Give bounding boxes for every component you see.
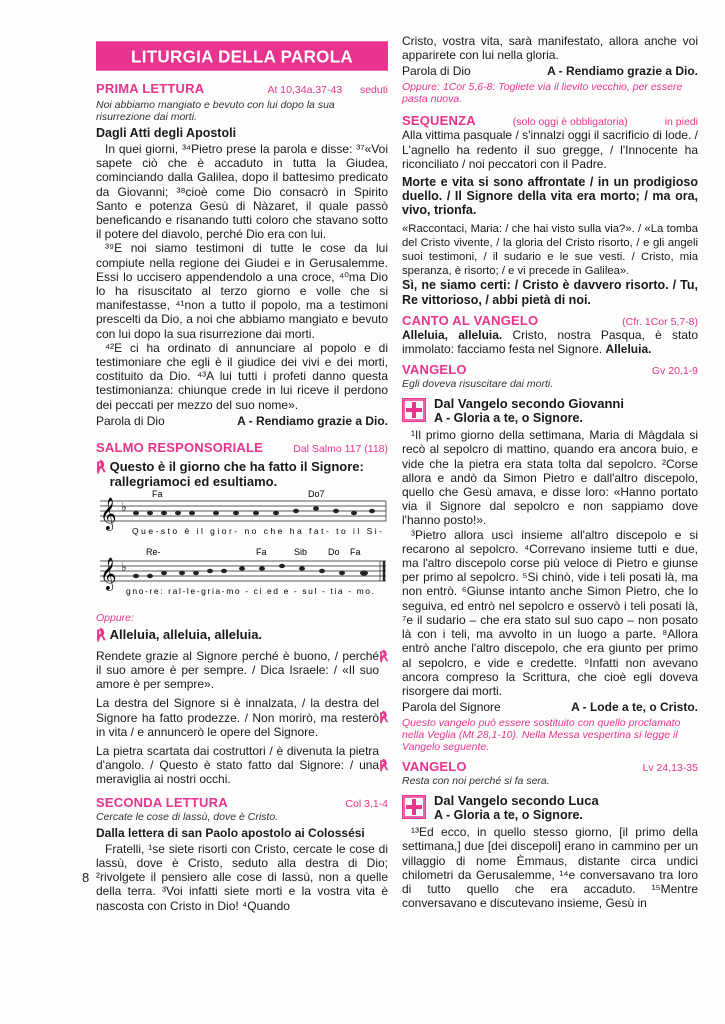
staff-1 bbox=[100, 489, 386, 536]
treble-clef-icon: 𝄞 bbox=[100, 556, 117, 590]
chord-label: Sib bbox=[294, 546, 308, 557]
chord-label: Fa bbox=[350, 546, 361, 557]
vangelo-header bbox=[402, 759, 698, 774]
gospel-intro bbox=[402, 793, 698, 822]
gospel-cross-icon bbox=[402, 795, 426, 819]
gospel-cross-icon bbox=[402, 398, 426, 422]
scripture-ref: (Cfr. 1Cor 5,7-8) bbox=[622, 315, 698, 328]
stanza-text: Rendete grazie al Signore perché è buono, / perché il suo amore è per sempre. / Dica Israele: / «Il suo amore è per sempre». bbox=[96, 648, 380, 692]
reading-subtitle: Resta con noi perché si fa sera. bbox=[402, 775, 550, 788]
response-line bbox=[402, 700, 698, 714]
section-title: PRIMA LETTURA bbox=[96, 81, 205, 96]
reading-paragraph: ³Pietro allora uscì insieme all'altro discepolo e si recarono al sepolcro. ⁴Correvano insieme tutti e due, ma l'altro discepolo corse più veloce di Pietro e giunse per primo al sepolcro. ⁵Si chinò, vide i teli posati là, ma non entrò. ⁶Giunse intanto anche Simon Pietro, che lo seguiva, ed entrò nel sepolcro e osservò i teli posati là, ⁷e il sudario – che era stato sul suo capo – non posato là con i teli, ma avvolto in un luogo a parte. ⁸Allora entrò anche l'altro discepolo, che era giunto per primo al sepolcro, e vide e credette. ⁹Infatti non avevano ancora compreso la Scrittura, che cioè egli doveva risorgere dai morti. bbox=[402, 527, 698, 698]
music-score bbox=[96, 489, 388, 609]
sequenza-text: Alla vittima pasquale / s'innalzi oggi il sacrificio di lode. / L'agnello ha redento il suo gregge, / l'Innocente ha riconciliato / noi peccatori con il Padre. bbox=[402, 128, 698, 171]
stanza-text: La pietra scartata dai costruttori / è divenuta la pietra d'angolo. / Questo è stato fatto dal Signore: / una meraviglia ai nostri occhi. bbox=[96, 744, 380, 787]
chord-label: Fa bbox=[256, 546, 267, 557]
treble-clef-icon: 𝄞 bbox=[100, 496, 117, 530]
response-symbol: ℟ bbox=[379, 710, 388, 726]
sequenza-note: (solo oggi è obbligatoria) bbox=[512, 116, 628, 129]
response-right: A - Rendiamo grazie a Dio. bbox=[547, 64, 698, 79]
psalm-stanza bbox=[96, 649, 388, 692]
reading-subtitle: Egli doveva risuscitare dai morti. bbox=[402, 378, 554, 391]
reading-paragraph: ³⁹E noi siamo testimoni di tutte le cose da lui compiute nella regione dei Giudei e in Gerusalemme. Essi lo uccisero appendendolo a una croce, ⁴⁰ma Dio lo ha risuscitato al terzo giorno e volle che si manifestasse, ⁴¹non a tutto il popolo, ma a testimoni prescelti da Dio, a noi che abbiamo mangiato e bevuto con lui dopo la sua risurrezione dai morti. bbox=[96, 241, 388, 341]
reading-paragraph: ⁴²E ci ha ordinato di annunciare al popolo e di testimoniare che egli è il giudice dei vivi e dei morti, costituito da Dio. ⁴³A lui tutti i profeti danno questa testimonianza: chiunque crede in lui riceve il perdono dei peccati per mezzo del suo nome». bbox=[96, 340, 388, 412]
section-title: VANGELO bbox=[402, 759, 467, 775]
flat-icon: ♭ bbox=[121, 559, 127, 574]
reading-paragraph: ¹³Ed ecco, in quello stesso giorno, [il primo della settimana,] due [dei discepoli] erano in cammino per un villaggio di nome Èmmaus, distante circa undici chilometri da Gerusalemme, ¹⁴e conversavano tra loro di tutto quello che era accaduto. ¹⁵Mentre conversavano e discutevano insieme, Gesù in bbox=[402, 825, 698, 911]
reading-source: Dal Vangelo secondo Luca bbox=[434, 793, 599, 809]
alleluia: Alleluia, alleluia. bbox=[402, 327, 503, 342]
chord-label: Re- bbox=[146, 546, 161, 557]
salmo-header bbox=[96, 440, 388, 455]
psalm-stanza bbox=[96, 696, 388, 739]
canto-verse: Cristo, nostra Pasqua, è stato immolato: facciamo festa nel Signore. bbox=[402, 327, 698, 357]
lyrics-line: Que-sto è il gior- no che ha fat- to il Si- bbox=[132, 525, 383, 536]
scripture-ref: Dal Salmo 117 (118) bbox=[293, 442, 388, 455]
gospel-response bbox=[434, 411, 624, 425]
staff-2 bbox=[100, 547, 386, 596]
reading-paragraph: In quei giorni, ³⁴Pietro prese la parola e disse: ³⁷«Voi sapete ciò che è accaduto in tutta la Giudea, cominciando dalla Galilea, dopo il battesimo predicato da Giovanni; ³⁸cioè come Dio consacrò in Spirito Santo e potenza Gesù di Nàzaret, il quale passò beneficando e risanando tutti coloro che stavano sotto il potere del diavolo, perché Dio era con lui. bbox=[96, 142, 388, 242]
response-right: A - Lode a te, o Cristo. bbox=[571, 700, 698, 715]
response-symbol: ℟ bbox=[96, 458, 106, 475]
scripture-ref: At 10,34a.37-43 bbox=[267, 84, 343, 96]
psalm-stanza bbox=[96, 744, 388, 787]
response-symbol: ℟ bbox=[96, 626, 106, 643]
page-number: 8 bbox=[82, 870, 90, 885]
sequenza-text: «Raccontaci, Maria: / che hai visto sulla via?». / «La tomba del Cristo vivente, / la gloria del Cristo risorto, / e gli angeli suoi testimoni, / il sudario e le sue vesti. / Cristo, mia speranza, è risorto; / e vi precede in Galilea». bbox=[402, 222, 698, 278]
reading-subtitle: Cercate le cose di lassù, dove è Cristo. bbox=[96, 810, 279, 823]
right-column bbox=[402, 34, 698, 910]
reading-paragraph: Cristo, vostra vita, sarà manifestato, allora anche voi apparirete con lui nella gloria. bbox=[402, 34, 698, 63]
sequenza-text: Sì, ne siamo certi: / Cristo è davvero risorto. / Tu, Re vittorioso, / abbi pietà di noi. bbox=[402, 278, 698, 307]
response-left: Parola del Signore bbox=[402, 700, 501, 715]
vangelo-header bbox=[402, 362, 698, 377]
gospel-response-text: A - Gloria a te, o Signore. bbox=[434, 808, 583, 823]
response-line bbox=[96, 414, 388, 428]
gospel-response-text: A - Gloria a te, o Signore. bbox=[434, 411, 583, 426]
reading-subtitle: Noi abbiamo mangiato e bevuto con lui dopo la sua risurrezione dai morti. bbox=[96, 99, 335, 123]
response-symbol: ℟ bbox=[379, 758, 388, 774]
section-title: CANTO AL VANGELO bbox=[402, 312, 539, 328]
scripture-ref: Gv 20,1-9 bbox=[651, 365, 698, 378]
response-line bbox=[402, 64, 698, 78]
section-title: SECONDA LETTURA bbox=[96, 794, 228, 810]
posture-label: seduti bbox=[359, 84, 388, 96]
seconda-lettura-header bbox=[96, 795, 388, 810]
section-title: SALMO RESPONSORIALE bbox=[96, 439, 264, 455]
alt-refrain-text: Alleluia, alleluia, alleluia. bbox=[109, 626, 263, 642]
sequenza-header bbox=[402, 113, 698, 128]
sequenza-text: Morte e vita si sono affrontate / in un prodigioso duello. / Il Signore della vita era morto; / ma ora, vivo, trionfa. bbox=[402, 175, 698, 218]
chord-label: Fa bbox=[152, 488, 163, 499]
stanza-text: La destra del Signore si è innalzata, / la destra del Signore ha fatto prodezze. / Non morirò, ma resterò in vita / e annuncerò le opere del Signore. bbox=[96, 696, 380, 739]
gospel-response bbox=[434, 808, 599, 822]
reading-paragraph: Fratelli, ¹se siete risorti con Cristo, cercate le cose di lassù, dove è Cristo, seduto alla destra di Dio; ²rivolgete il pensiero alle cose di lassù, non a quelle della terra. ³Voi infatti siete morti e la vostra vita è nascosta con Cristo in Dio! ⁴Quando bbox=[96, 841, 388, 913]
psalm-refrain bbox=[96, 459, 388, 489]
refrain-text: Questo è il giorno che ha fatto il Signore: rallegriamoci ed esultiamo. bbox=[109, 458, 364, 489]
reading-paragraph: ¹Il primo giorno della settimana, Maria di Màgdala si recò al sepolcro di mattino, quando era ancora buio, e vide che la pietra era stata tolta dal sepolcro. ²Corse allora e andò da Simon Pietro e dall'altro discepolo, quello che Gesù amava, e disse loro: «Hanno portato via il Signore dal sepolcro e non sappiamo dove l'hanno posto!». bbox=[402, 428, 698, 528]
prima-lettura-header bbox=[96, 80, 388, 98]
alt-refrain bbox=[96, 627, 388, 644]
gospel-note: Questo vangelo può essere sostituito con quello proclamato nella Veglia (Mt 28,1-10). Nella Messa vespertina si legge il Vangelo seguente. bbox=[402, 717, 681, 754]
chord-label: Do7 bbox=[308, 488, 325, 499]
response-symbol: ℟ bbox=[379, 648, 388, 664]
oppure-label: Oppure: bbox=[96, 611, 134, 624]
section-banner: LITURGIA DELLA PAROLA bbox=[96, 41, 388, 70]
canto-header bbox=[402, 313, 698, 328]
scripture-ref: Col 3,1-4 bbox=[345, 797, 388, 810]
oppure-note: Oppure: 1Cor 5,6-8: Togliete via il lievito vecchio, per essere pasta nuova. bbox=[402, 81, 683, 106]
response-left: Parola di Dio bbox=[96, 413, 165, 428]
alleluia: Alleluia. bbox=[605, 342, 652, 357]
reading-source: Dagli Atti degli Apostoli bbox=[96, 126, 237, 140]
left-column bbox=[96, 38, 388, 913]
posture-label: in piedi bbox=[664, 116, 698, 129]
response-left: Parola di Dio bbox=[402, 64, 471, 79]
gospel-intro bbox=[402, 396, 698, 425]
reading-source: Dalla lettera di san Paolo apostolo ai Colossési bbox=[96, 825, 365, 840]
canto-text bbox=[402, 328, 698, 356]
flat-icon: ♭ bbox=[121, 499, 127, 514]
scripture-ref: Lv 24,13-35 bbox=[642, 762, 698, 775]
reading-source: Dal Vangelo secondo Giovanni bbox=[434, 396, 624, 412]
chord-label: Do bbox=[328, 546, 340, 557]
response-right: A - Rendiamo grazie a Dio. bbox=[237, 413, 388, 428]
section-title: SEQUENZA bbox=[402, 113, 476, 129]
section-title: VANGELO bbox=[402, 362, 467, 378]
lyrics-line: gno-re: ral-le-gria-mo - ci ed e - sul - tia - mo. bbox=[126, 585, 374, 596]
